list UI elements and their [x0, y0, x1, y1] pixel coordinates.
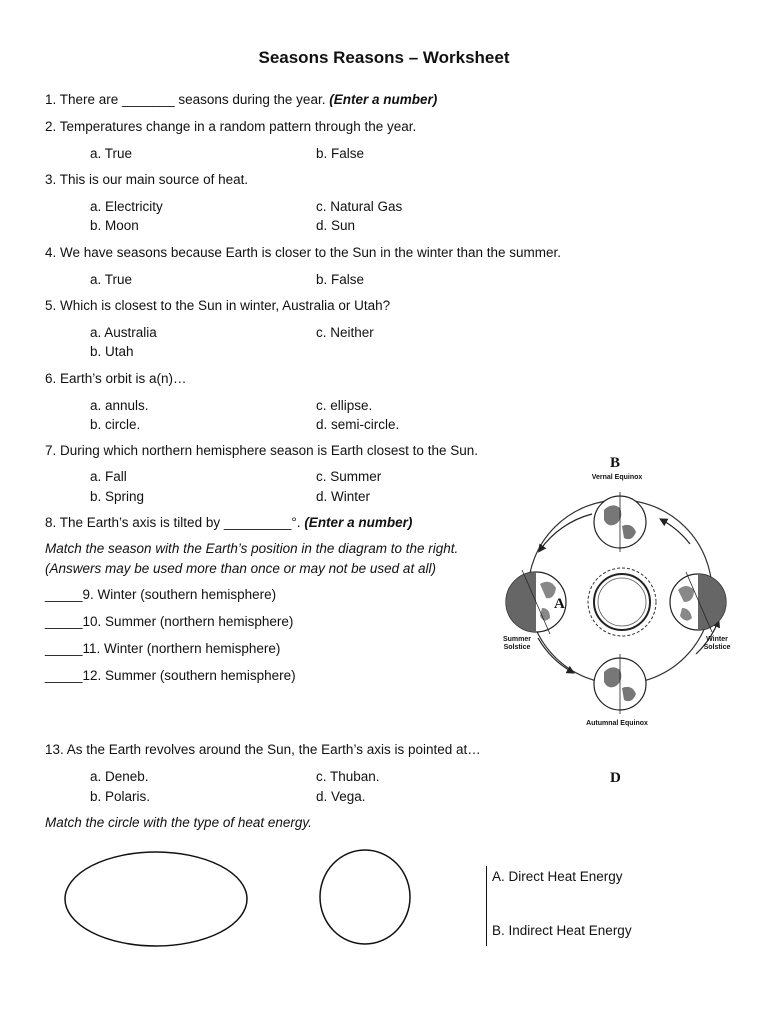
question-8-text: 8. The Earth’s axis is tilted by _________°. — [45, 515, 305, 530]
diagram-label-winter: Winter Solstice — [703, 636, 731, 651]
question-4-option-a: a. True — [90, 272, 133, 287]
diagram-label-b: B — [610, 455, 621, 471]
question-4-text: 4. We have seasons because Earth is closer to the Sun in the winter than the summer. — [45, 245, 562, 260]
question-6-option-b: b. circle. — [90, 417, 141, 432]
question-13-option-c: c. Thuban. — [316, 769, 380, 784]
question-13-text: 13. As the Earth revolves around the Sun, the Earth’s axis is pointed at… — [45, 742, 481, 757]
circle-shape — [320, 850, 410, 944]
match-instructions-1: Match the season with the Earth’s position in the diagram to the right. — [45, 541, 459, 556]
question-11: _____11. Winter (northern hemisphere) — [45, 641, 281, 656]
question-5-text: 5. Which is closest to the Sun in winter, Australia or Utah? — [45, 298, 391, 313]
question-7-text: 7. During which northern hemisphere season is Earth closest to the Sun. — [45, 443, 478, 458]
question-5-option-b: b. Utah — [90, 344, 134, 359]
question-8 — [45, 515, 412, 530]
earth-position-b-icon — [594, 492, 646, 552]
question-3-option-c: c. Natural Gas — [316, 199, 403, 214]
earth-position-d-icon — [594, 654, 646, 714]
question-13-option-a: a. Deneb. — [90, 769, 149, 784]
question-1-text: 1. There are _______ seasons during the year. — [45, 92, 330, 107]
question-9: _____9. Winter (southern hemisphere) — [45, 587, 277, 602]
question-6-option-d: d. semi-circle. — [316, 417, 400, 432]
question-7-option-a: a. Fall — [90, 469, 127, 484]
match-circle-instructions: Match the circle with the type of heat energy. — [45, 815, 312, 830]
page-title: Seasons Reasons – Worksheet — [258, 48, 510, 67]
question-6-text: 6. Earth’s orbit is a(n)… — [45, 371, 187, 386]
match-instructions-2: (Answers may be used more than once or may not be used at all) — [45, 561, 436, 576]
question-4-option-b: b. False — [316, 272, 365, 287]
question-3-text: 3. This is our main source of heat. — [45, 172, 249, 187]
sun-icon — [588, 568, 656, 636]
question-6-option-a: a. annuls. — [90, 398, 149, 413]
question-13-option-b: b. Polaris. — [90, 789, 151, 804]
question-3-option-d: d. Sun — [316, 218, 356, 233]
diagram-label-autumnal: Autumnal Equinox — [586, 720, 648, 727]
question-8-hint: (Enter a number) — [304, 515, 413, 530]
question-6-option-c: c. ellipse. — [316, 398, 373, 413]
question-1 — [45, 92, 437, 107]
question-13-option-d: d. Vega. — [316, 789, 366, 804]
question-2-option-a: a. True — [90, 146, 133, 161]
diagram-label-vernal: Vernal Equinox — [591, 474, 643, 481]
question-2-option-b: b. False — [316, 146, 365, 161]
orbit-arrow-icon — [662, 520, 690, 544]
heat-shapes-right — [316, 846, 416, 950]
orbit-arrow-icon — [540, 514, 592, 550]
question-7-option-b: b. Spring — [90, 489, 145, 504]
heat-option-a: A. Direct Heat Energy — [492, 869, 623, 884]
question-2-text: 2. Temperatures change in a random pattern through the year. — [45, 119, 417, 134]
question-5-option-a: a. Australia — [90, 325, 157, 340]
seasons-diagram — [500, 452, 736, 736]
question-12: _____12. Summer (southern hemisphere) — [45, 668, 296, 683]
question-7-option-c: c. Summer — [316, 469, 382, 484]
question-7-option-d: d. Winter — [316, 489, 371, 504]
answer-divider-line — [486, 866, 487, 946]
diagram-label-d: D — [610, 770, 621, 786]
question-3-option-a: a. Electricity — [90, 199, 163, 214]
diagram-label-a: A — [554, 596, 565, 612]
heat-option-b: B. Indirect Heat Energy — [492, 923, 632, 938]
question-1-hint: (Enter a number) — [329, 92, 438, 107]
ellipse-shape — [65, 852, 247, 946]
diagram-label-summer: Summer Solstice — [502, 636, 531, 651]
heat-shapes-left — [60, 848, 256, 952]
question-3-option-b: b. Moon — [90, 218, 139, 233]
question-5-option-c: c. Neither — [316, 325, 374, 340]
question-10: _____10. Summer (northern hemisphere) — [45, 614, 294, 629]
